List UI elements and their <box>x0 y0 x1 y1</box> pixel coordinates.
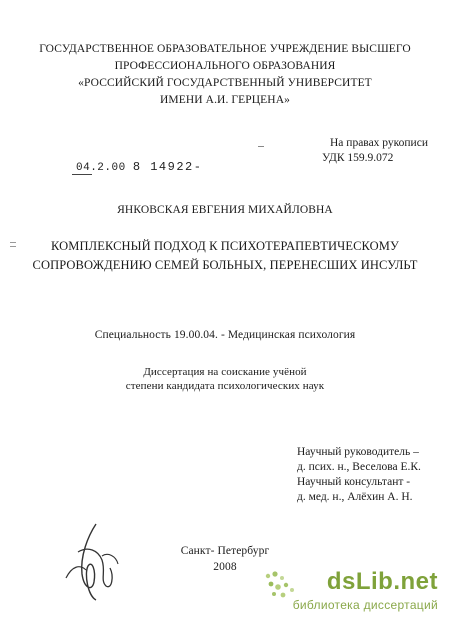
city: Санкт- Петербург <box>180 545 270 557</box>
dissertation-title-line-2: СОПРОВОЖДЕНИЮ СЕМЕЙ БОЛЬНЫХ, ПЕРЕНЕСШИХ ИНСУЛЬТ <box>32 258 418 272</box>
degree-line-2: степени кандидата психологических наук <box>125 380 325 392</box>
dslib-logo-dots-icon <box>264 570 298 600</box>
institution-line-1: ГОСУДАРСТВЕННОЕ ОБРАЗОВАТЕЛЬНОЕ УЧРЕЖДЕНИЕ ВЫСШЕГО <box>39 43 411 55</box>
institution-line-2: ПРОФЕССИОНАЛЬНОГО ОБРАЗОВАНИЯ <box>114 60 336 72</box>
udc-code: УДК 159.9.072 <box>322 152 394 164</box>
institution-line-3: «РОССИЙСКИЙ ГОСУДАРСТВЕННЫЙ УНИВЕРСИТЕТ <box>78 77 372 89</box>
advisor-name: д. псих. н., Веселова Е.К. <box>297 461 421 473</box>
dissertation-title-line-1: КОМПЛЕКСНЫЙ ПОДХОД К ПСИХОТЕРАПЕВТИЧЕСКОМУ <box>51 239 399 253</box>
dslib-watermark <box>264 568 442 614</box>
degree-line-1: Диссертация на соискание учёной <box>143 366 307 378</box>
manuscript-rights: На правах рукописи <box>330 137 428 149</box>
advisor-label: Научный руководитель – <box>297 446 419 458</box>
year: 2008 <box>213 561 237 573</box>
watermark-caption: библиотека диссертаций <box>292 598 438 612</box>
institution-line-4: ИМЕНИ А.И. ГЕРЦЕНА» <box>160 94 290 106</box>
author-name: ЯНКОВСКАЯ ЕВГЕНИЯ МИХАЙЛОВНА <box>117 204 333 216</box>
stamp-number: 8 14922- <box>132 160 203 174</box>
specialty: Специальность 19.00.04. - Медицинская психология <box>94 329 356 341</box>
consultant-label: Научный консультант - <box>297 476 411 488</box>
watermark-site: dsLib.net <box>326 568 438 595</box>
registration-stamp <box>76 160 202 174</box>
stamp-underline <box>72 174 92 175</box>
consultant-name: д. мед. н., Алёхин А. Н. <box>297 491 413 503</box>
scan-mark <box>258 146 264 147</box>
stamp-prefix: 04.2.00 <box>76 162 126 174</box>
